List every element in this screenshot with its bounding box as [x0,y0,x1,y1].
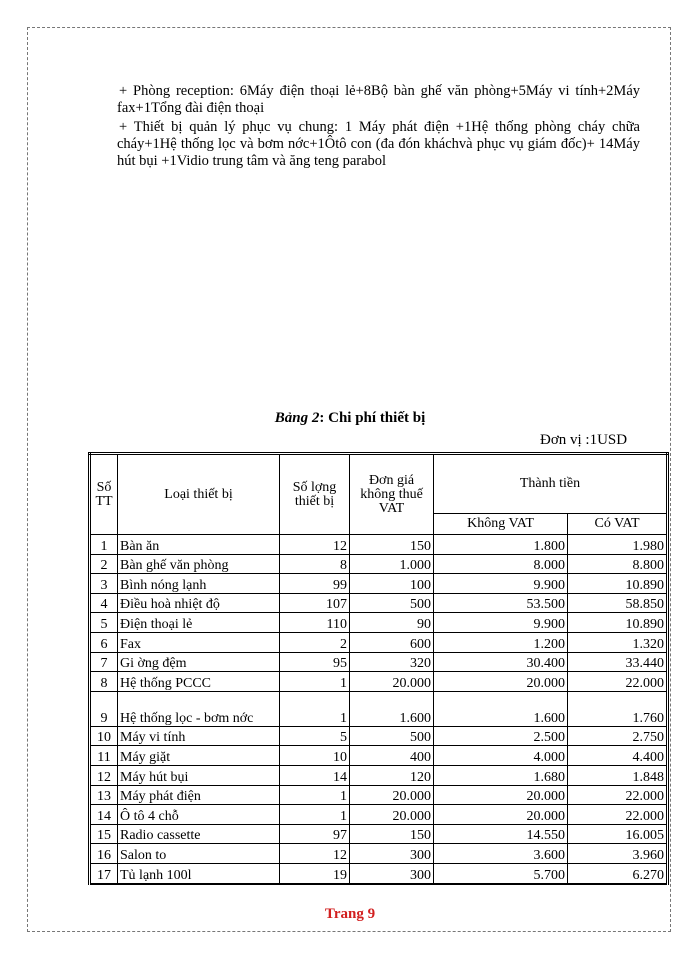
row-stt: 7 [90,652,118,672]
row-total-with-vat: 16.005 [568,824,668,844]
row-total-with-vat: 33.440 [568,652,668,672]
row-stt: 3 [90,574,118,594]
row-unit-price: 120 [350,765,434,785]
row-total-with-vat: 8.800 [568,554,668,574]
row-unit-price: 1.000 [350,554,434,574]
row-total-no-vat: 5.700 [434,863,568,883]
row-total-no-vat: 1.680 [434,765,568,785]
row-total-with-vat: 22.000 [568,785,668,805]
row-equipment-name: Fax [118,632,280,652]
table-unit: Đơn vị :1USD [540,432,628,448]
row-total-no-vat: 53.500 [434,593,568,613]
row-total-with-vat: 1.320 [568,632,668,652]
row-total-no-vat: 1.600 [434,691,568,726]
row-equipment-name: Máy hút bụi [118,765,280,785]
row-quantity: 95 [280,652,350,672]
row-equipment-name: Bình nóng lạnh [118,574,280,594]
table-row [90,672,668,692]
table-body [90,535,668,884]
row-unit-price: 1.600 [350,691,434,726]
row-total-with-vat: 10.890 [568,574,668,594]
row-quantity: 1 [280,785,350,805]
table-row [90,785,668,805]
row-quantity: 19 [280,863,350,883]
row-stt: 6 [90,632,118,652]
row-quantity: 1 [280,691,350,726]
row-unit-price: 320 [350,652,434,672]
header-total-no-vat: Không VAT [434,514,568,535]
row-stt: 14 [90,805,118,825]
row-total-no-vat: 3.600 [434,844,568,864]
row-stt: 10 [90,726,118,746]
row-stt: 4 [90,593,118,613]
row-unit-price: 150 [350,824,434,844]
table-row [90,593,668,613]
row-quantity: 99 [280,574,350,594]
row-total-no-vat: 30.400 [434,652,568,672]
row-total-with-vat: 1.980 [568,535,668,555]
row-unit-price: 20.000 [350,672,434,692]
header-equipment-type: Loại thiết bị [118,454,280,535]
row-total-no-vat: 1.800 [434,535,568,555]
row-quantity: 2 [280,632,350,652]
header-stt: Số TT [90,454,118,535]
row-total-no-vat: 1.200 [434,632,568,652]
paragraph-general-equipment: + Thiết bị quản lý phục vụ chung: 1 Máy phát điện +1Hệ thống phòng cháy chữa cháy+1Hệ thống lọc và bơm nớc+1Ôtô con (đa đón kháchvà phục vụ giám đốc)+ 14Máy hút bụi +1Vidio trung tâm và ăng teng parabol [117,118,640,169]
row-equipment-name: Điều hoà nhiệt độ [118,593,280,613]
table-row [90,746,668,766]
row-quantity: 10 [280,746,350,766]
row-total-with-vat: 3.960 [568,844,668,864]
header-quantity: Số lợng thiết bị [280,454,350,535]
row-total-with-vat: 10.890 [568,613,668,633]
table-row [90,632,668,652]
table-caption-prefix: Bảng 2 [274,410,320,426]
row-stt: 12 [90,765,118,785]
row-stt: 11 [90,746,118,766]
table-row [90,765,668,785]
row-unit-price: 300 [350,844,434,864]
row-total-no-vat: 20.000 [434,672,568,692]
row-total-with-vat: 4.400 [568,746,668,766]
row-total-with-vat: 22.000 [568,672,668,692]
table-row [90,613,668,633]
table-row [90,824,668,844]
header-total-with-vat: Có VAT [568,514,668,535]
row-quantity: 12 [280,535,350,555]
row-stt: 9 [90,691,118,726]
row-stt: 17 [90,863,118,883]
row-equipment-name: Điện thoại lẻ [118,613,280,633]
row-unit-price: 500 [350,726,434,746]
row-equipment-name: Bàn ăn [118,535,280,555]
row-quantity: 12 [280,844,350,864]
row-equipment-name: Máy giặt [118,746,280,766]
row-total-no-vat: 2.500 [434,726,568,746]
row-quantity: 97 [280,824,350,844]
row-stt: 15 [90,824,118,844]
row-total-with-vat: 1.760 [568,691,668,726]
row-equipment-name: Hệ thống PCCC [118,672,280,692]
row-unit-price: 100 [350,574,434,594]
page-number: Trang 9 [324,906,376,922]
row-unit-price: 150 [350,535,434,555]
row-total-with-vat: 58.850 [568,593,668,613]
row-total-no-vat: 14.550 [434,824,568,844]
table-row [90,726,668,746]
row-total-no-vat: 4.000 [434,746,568,766]
table-caption [0,410,700,427]
row-stt: 5 [90,613,118,633]
row-equipment-name: Gi ờng đệm [118,652,280,672]
row-equipment-name: Ô tô 4 chỗ [118,805,280,825]
equipment-cost-table [88,452,669,885]
row-unit-price: 300 [350,863,434,883]
row-unit-price: 400 [350,746,434,766]
table-caption-text: : Chi phí thiết bị [319,410,426,426]
row-quantity: 1 [280,672,350,692]
table-row [90,863,668,883]
row-stt: 16 [90,844,118,864]
row-equipment-name: Salon to [118,844,280,864]
row-equipment-name: Radio cassette [118,824,280,844]
row-equipment-name: Tủ lạnh 100l [118,863,280,883]
row-equipment-name: Máy vi tính [118,726,280,746]
row-stt: 1 [90,535,118,555]
table-row [90,574,668,594]
row-total-with-vat: 1.848 [568,765,668,785]
row-quantity: 5 [280,726,350,746]
row-stt: 13 [90,785,118,805]
row-unit-price: 20.000 [350,785,434,805]
row-total-with-vat: 22.000 [568,805,668,825]
row-total-with-vat: 2.750 [568,726,668,746]
row-stt: 8 [90,672,118,692]
row-total-no-vat: 9.900 [434,613,568,633]
table-row [90,844,668,864]
row-quantity: 8 [280,554,350,574]
row-equipment-name: Bàn ghế văn phòng [118,554,280,574]
table-row [90,554,668,574]
paragraph-reception: + Phòng reception: 6Máy điện thoại lẻ+8Bộ bàn ghế văn phòng+5Máy vi tính+2Máy fax+1Tổng đài điện thoại [117,82,640,116]
header-unit-price: Đơn giá không thuế VAT [350,454,434,535]
row-quantity: 107 [280,593,350,613]
row-stt: 2 [90,554,118,574]
header-total: Thành tiền [434,454,668,514]
table-row [90,691,668,726]
row-unit-price: 600 [350,632,434,652]
row-total-no-vat: 8.000 [434,554,568,574]
row-quantity: 110 [280,613,350,633]
table-row [90,805,668,825]
row-quantity: 14 [280,765,350,785]
table-row [90,535,668,555]
row-quantity: 1 [280,805,350,825]
row-equipment-name: Máy phát điện [118,785,280,805]
row-total-no-vat: 20.000 [434,785,568,805]
row-total-no-vat: 20.000 [434,805,568,825]
row-total-with-vat: 6.270 [568,863,668,883]
row-unit-price: 90 [350,613,434,633]
table-row [90,652,668,672]
row-unit-price: 20.000 [350,805,434,825]
row-total-no-vat: 9.900 [434,574,568,594]
row-equipment-name: Hệ thống lọc - bơm nớc [118,691,280,726]
row-unit-price: 500 [350,593,434,613]
